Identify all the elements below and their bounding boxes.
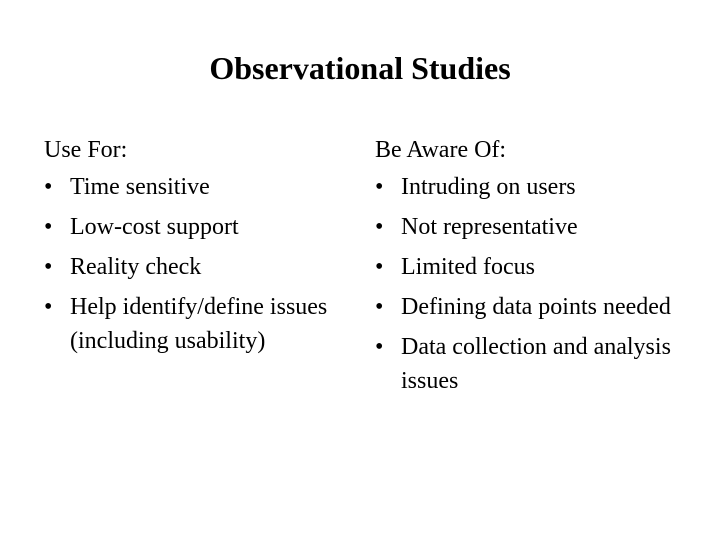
list-item-text: Limited focus [401,254,535,280]
list-item-text: Reality check [70,254,202,280]
bullet-icon: • [375,174,384,200]
list-item [44,210,344,244]
list-item [375,290,695,324]
be-aware-of-list [375,170,695,398]
list-item [375,210,695,244]
use-for-list [44,170,344,358]
list-item [375,170,695,204]
bullet-icon: • [44,174,53,200]
bullet-icon: • [375,254,384,280]
use-for-column [44,130,344,364]
list-item [44,250,344,284]
list-item-text: Intruding on users [401,174,576,200]
list-item [375,250,695,284]
bullet-icon: • [375,294,384,320]
list-item-text: Not representative [401,214,578,240]
list-item [44,170,344,204]
be-aware-of-column [375,130,695,404]
list-item-text: Time sensitive [70,174,210,200]
bullet-icon: • [375,334,384,360]
list-item [375,330,695,398]
list-item-text: Low-cost support [70,214,239,240]
be-aware-of-heading: Be Aware Of: [375,137,507,163]
use-for-heading: Use For: [44,137,128,163]
slide-title: Observational Studies [209,50,511,86]
bullet-icon: • [375,214,384,240]
list-item [44,290,344,358]
list-item-text: Help identify/define issues (including usability) [70,294,328,354]
bullet-icon: • [44,294,53,320]
bullet-icon: • [44,214,53,240]
bullet-icon: • [44,254,53,280]
list-item-text: Defining data points needed [401,294,671,320]
list-item-text: Data collection and analysis issues [401,334,671,394]
